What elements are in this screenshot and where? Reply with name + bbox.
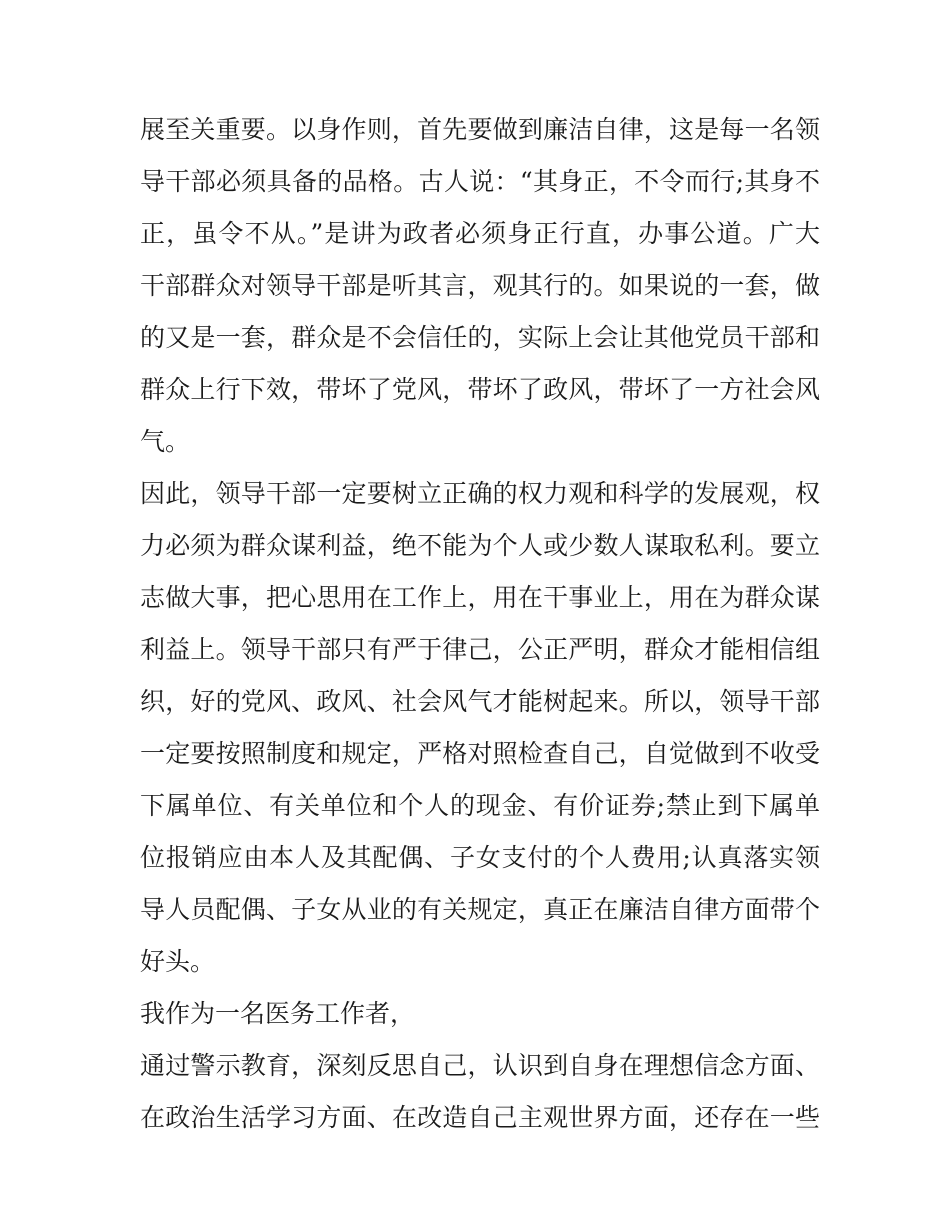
text-line: 织，好的党风、政风、社会风气才能树起来。所以，领导干部 bbox=[140, 687, 820, 716]
text-line: 志做大事，把心思用在工作上，用在干事业上，用在为群众谋 bbox=[140, 583, 820, 612]
text-line: 利益上。领导干部只有严于律己，公正严明，群众才能相信组 bbox=[140, 635, 820, 664]
text-line: 位报销应由本人及其配偶、子女支付的个人费用;认真落实领 bbox=[140, 843, 820, 872]
text-line: 导干部必须具备的品格。古人说：“其身正，不令而行;其身不 bbox=[140, 167, 820, 196]
text-line: 正，虽令不从。”是讲为政者必须身正行直，办事公道。广大 bbox=[140, 219, 820, 248]
text-line: 的又是一套，群众是不会信任的，实际上会让其他党员干部和 bbox=[140, 323, 820, 352]
text-line: 群众上行下效，带坏了党风，带坏了政风，带坏了一方社会风 bbox=[140, 375, 820, 404]
text-line: 通过警示教育，深刻反思自己，认识到自身在理想信念方面、 bbox=[140, 1051, 820, 1080]
text-line: 我作为一名医务工作者， bbox=[140, 999, 416, 1028]
text-line: 因此，领导干部一定要树立正确的权力观和科学的发展观，权 bbox=[140, 479, 820, 508]
text-line: 力必须为群众谋利益，绝不能为个人或少数人谋取私利。要立 bbox=[140, 531, 820, 560]
text-line: 干部群众对领导干部是听其言，观其行的。如果说的一套，做 bbox=[140, 271, 820, 300]
text-line: 好头。 bbox=[140, 947, 216, 976]
text-line: 下属单位、有关单位和个人的现金、有价证券;禁止到下属单 bbox=[140, 791, 820, 820]
text-line: 在政治生活学习方面、在改造自己主观世界方面，还存在一些 bbox=[140, 1103, 820, 1132]
text-line: 展至关重要。以身作则，首先要做到廉洁自律，这是每一名领 bbox=[140, 115, 820, 144]
text-line: 气。 bbox=[140, 427, 191, 456]
text-line: 一定要按照制度和规定，严格对照检查自己，自觉做到不收受 bbox=[140, 739, 820, 768]
body-text bbox=[140, 104, 820, 1144]
text-line: 导人员配偶、子女从业的有关规定，真正在廉洁自律方面带个 bbox=[140, 895, 820, 924]
